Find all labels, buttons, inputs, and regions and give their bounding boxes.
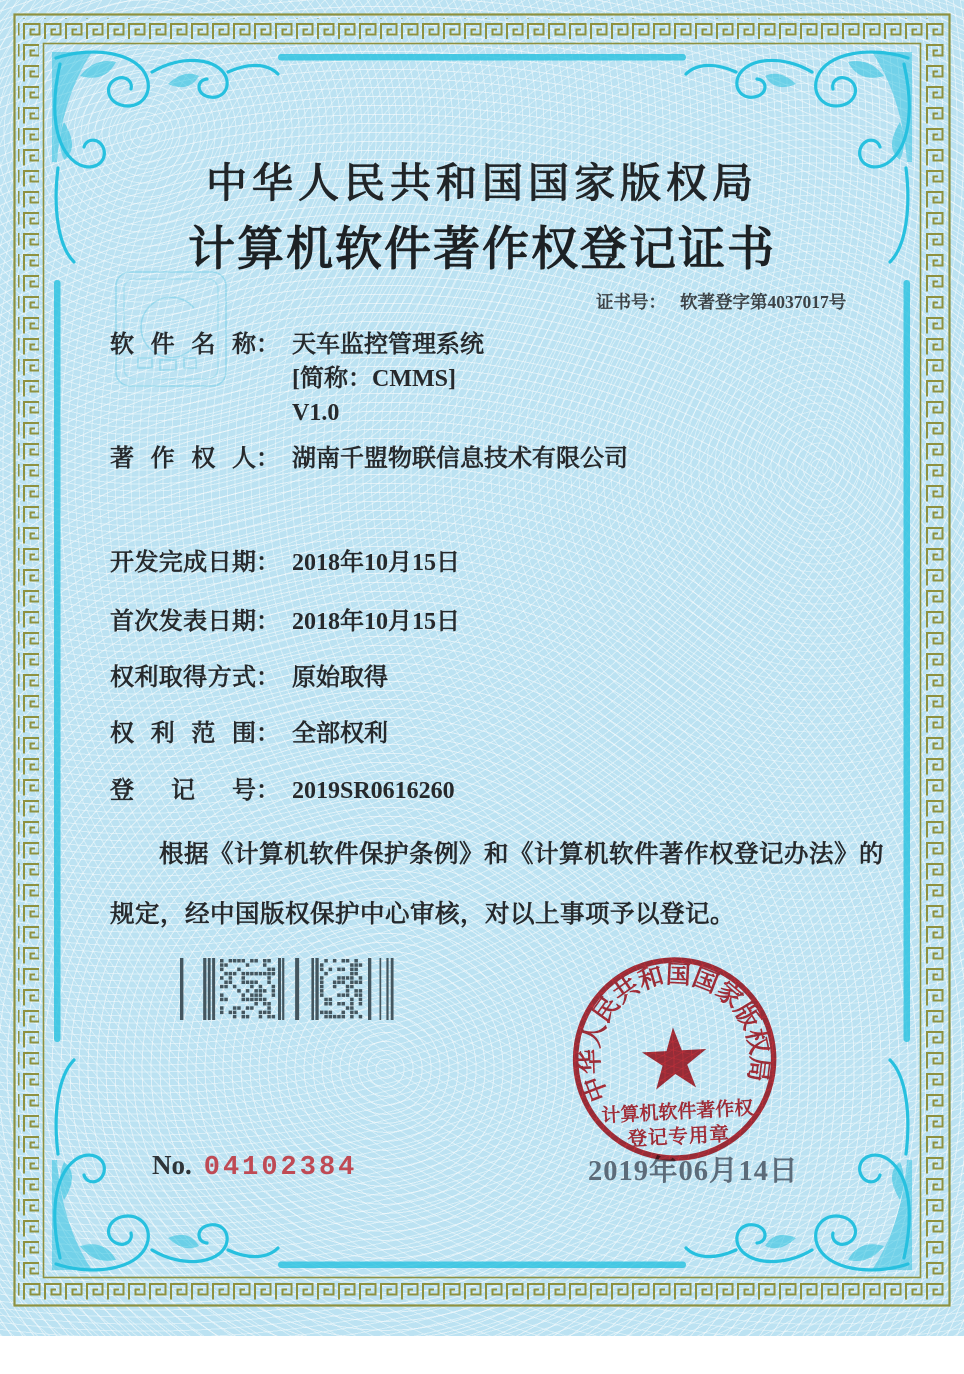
seal-subtitle-line-2: 登记专用章 [627, 1124, 731, 1151]
field-row-first-publication-date [110, 605, 460, 639]
field-label-copyright-owner: 著 作 权 人 ： [110, 446, 280, 472]
field-label-rights-acquisition: 权 利 取 得 方 式 ： [110, 665, 280, 691]
serial-prefix: No. [152, 1150, 192, 1180]
software-shortname-line: [简称：CMMS] [292, 366, 456, 392]
field-value-software-name [292, 328, 484, 430]
authority-name: 中华人民共和国国家版权局 [206, 160, 758, 206]
rights-scope-value: 全部权利 [292, 721, 388, 747]
field-label-first-publication-date: 首 次 发 表 日 期 ： [110, 609, 280, 635]
serial-number-line [152, 1150, 357, 1183]
first-publication-date-value: 2018年10月15日 [292, 609, 460, 635]
field-row-completion-date [110, 546, 460, 580]
statement-line-2: 规定，经中国版权保护中心审核，对以上事项予以登记。 [110, 901, 735, 928]
seal-arc-text: 中华人民共和国国家版权局 [577, 961, 773, 1106]
certificate-number-label: 证书号： [596, 292, 666, 312]
greek-key-left [18, 18, 39, 1302]
software-name-line: 天车监控管理系统 [292, 332, 484, 358]
registration-statement [110, 838, 894, 932]
issue-date: 2019年06月14日 [588, 1156, 799, 1187]
seal-subtitle-line-1: 计算机软件著作权 [600, 1098, 754, 1127]
certificate-number-line [596, 289, 846, 314]
field-label-registration-number: 登 记 号 ： [110, 778, 280, 804]
cyan-bar-right [904, 280, 911, 1042]
cyan-bar-top [278, 54, 686, 61]
field-row-software-name [110, 328, 484, 430]
seal-star-icon: ★ [634, 1008, 715, 1110]
field-row-registration-number [110, 774, 455, 808]
field-label-software-name: 软 件 名 称 ： [110, 332, 280, 358]
field-row-rights-acquisition [110, 661, 388, 695]
rights-acquisition-value: 原始取得 [292, 665, 388, 691]
serial-number: 04102384 [203, 1153, 358, 1183]
registration-number-value: 2019SR0616260 [292, 778, 455, 804]
field-row-copyright-owner [110, 442, 628, 476]
certificate-title: 计算机软件著作权登记证书 [188, 224, 776, 276]
cyan-bar-left [54, 280, 61, 1042]
completion-date-value: 2018年10月15日 [292, 550, 460, 576]
software-version-line: V1.0 [292, 400, 340, 426]
barcode-icon [180, 958, 396, 1020]
certificate-number-value: 软著登字第4037017号 [680, 292, 847, 312]
greek-key-bottom [18, 1281, 946, 1302]
field-label-rights-scope: 权 利 范 围 ： [110, 721, 280, 747]
field-label-completion-date: 开 发 完 成 日 期 ： [110, 550, 280, 576]
cyan-bar-bottom [278, 1262, 686, 1269]
greek-key-right [925, 18, 946, 1302]
field-row-rights-scope [110, 717, 388, 751]
statement-line-1: 根据《计算机软件保护条例》和《计算机软件著作权登记办法》的 [159, 841, 884, 868]
greek-key-top [18, 18, 946, 39]
copyright-owner-value: 湖南千盟物联信息技术有限公司 [292, 446, 628, 472]
